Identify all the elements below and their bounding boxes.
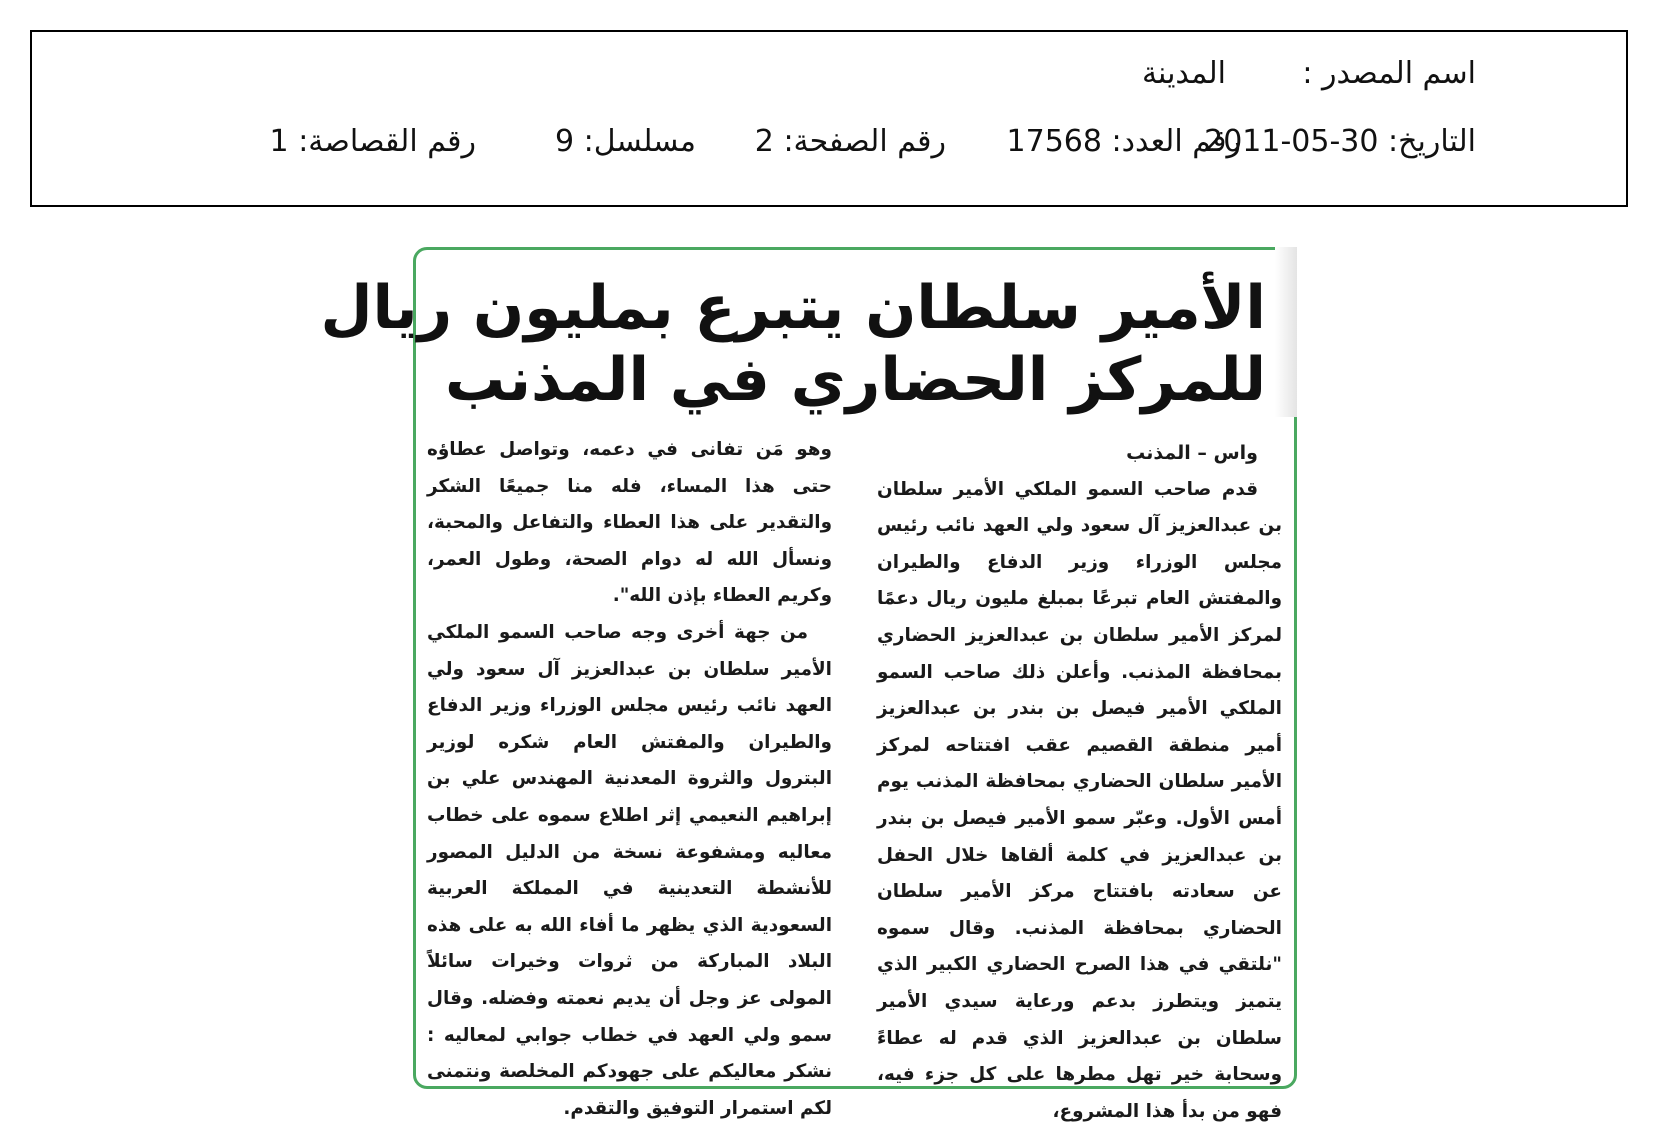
source-value: المدينة	[1141, 56, 1226, 91]
clip-number-label: رقم القصاصة:	[298, 124, 476, 159]
article-paragraph: وهو مَن تفانى في دعمه، وتواصل عطاؤه حتى هذا المساء، فله منا جميعًا الشكر والتقدير على هذا العطاء والتفاعل والمحبة، ونسأل الله له دوام الصحة، وطول العمر، وكريم العطاء بإذن الله".	[427, 439, 832, 607]
article-column-left	[427, 432, 832, 1127]
newspaper-clipping	[320, 247, 1297, 1122]
date-field	[1204, 124, 1476, 159]
page-value: 2	[754, 124, 774, 159]
article-paragraph: قدم صاحب السمو الملكي الأمير سلطان بن عبدالعزيز آل سعود ولي العهد نائب رئيس مجلس الوزراء وزير الدفاع والطيران والمفتش العام تبرعًا بمبلغ مليون ريال دعمًا لمركز الأمير سلطان بن عبدالعزيز الحضاري بمحافظة المذنب. وأعلن ذلك صاحب السمو الملكي الأمير فيصل بن بندر بن عبدالعزيز أمير منطقة القصيم عقب افتتاحه لمركز الأمير سلطان الحضاري بمحافظة المذنب يوم أمس الأول. وعبّر سمو الأمير فيصل بن بندر بن عبدالعزيز في كلمة ألقاها خلال الحفل عن سعادته بافتتاح مركز الأمير سلطان الحضاري بمحافظة المذنب. وقال سموه "نلتقي في هذا الصرح الحضاري الكبير الذي يتميز ويتطرز بدعم ورعاية سيدي الأمير سلطان بن عبدالعزيز الذي قدم له عطاءً وسحابة خير تهل مطرها على كل جزء فيه، فهو من بدأ هذا المشروع،	[877, 478, 1282, 1122]
article-paragraph: من جهة أخرى وجه صاحب السمو الملكي الأمير سلطان بن عبدالعزيز آل سعود ولي العهد نائب رئيس مجلس الوزراء وزير الدفاع والطيران والمفتش العام شكره لوزير البترول والثروة المعدنية المهندس علي بن إبراهيم النعيمي إثر اطلاع سموه على خطاب معاليه ومشفوعة نسخة من الدليل المصور للأنشطة التعدينية في المملكة العربية السعودية الذي يظهر ما أفاء الله به على هذه البلاد المباركة من ثروات وخيرات سائلاً المولى عز وجل أن يديم نعمته وفضله. وقال سمو ولي العهد في خطاب جوابي لمعاليه : نشكر معاليكم على جهودكم المخلصة ونتمنى لكم استمرار التوفيق والتقدم.	[427, 621, 832, 1119]
date-value: 2011-05-30	[1204, 124, 1379, 159]
date-label: التاريخ:	[1388, 124, 1476, 159]
clip-number-field	[269, 124, 476, 159]
scan-edge-shadow	[1275, 247, 1297, 417]
headline-line-2: للمركز الحضاري في المذنب	[445, 345, 1266, 415]
issue-value: 17568	[1006, 124, 1102, 159]
page-field	[754, 124, 946, 159]
headline-line-1: الأمير سلطان يتبرع بمليون ريال	[320, 273, 1266, 343]
issue-field	[1006, 124, 1241, 159]
issue-label: رقم العدد:	[1111, 124, 1241, 159]
serial-label: مسلسل:	[583, 124, 696, 159]
source-label: اسم المصدر :	[1302, 56, 1476, 91]
clipping-metadata-box	[30, 30, 1628, 207]
clip-number-value: 1	[269, 124, 289, 159]
article-column-right	[877, 435, 1282, 1130]
dateline: واس – المذنب	[1126, 442, 1258, 464]
page-label: رقم الصفحة:	[783, 124, 946, 159]
serial-value: 9	[555, 124, 575, 159]
serial-field	[555, 124, 696, 159]
